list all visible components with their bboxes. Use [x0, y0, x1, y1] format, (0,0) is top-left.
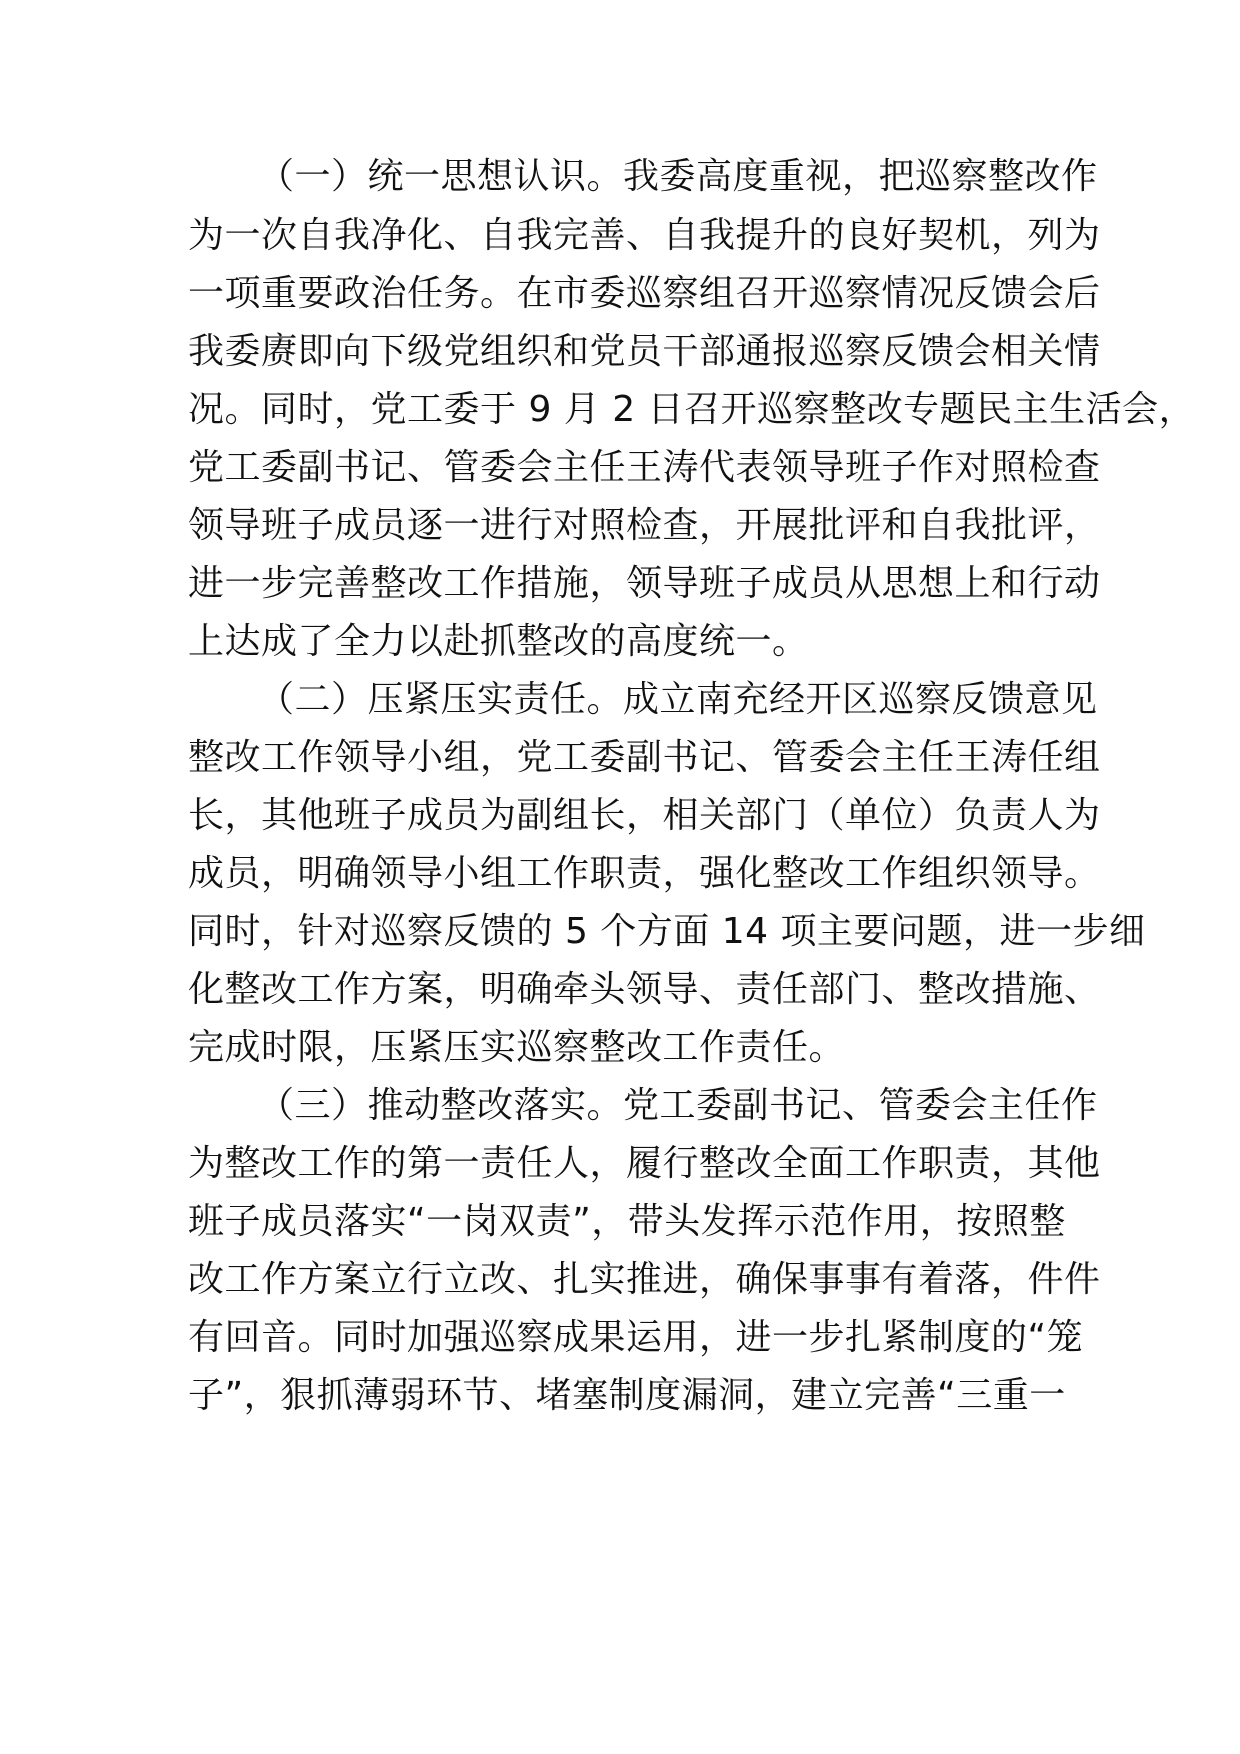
paragraph-3-line-4: 改工作方案立行立改、扎实推进，确保事事有着落，件件 — [188, 1259, 1101, 1300]
paragraph-3-line-1: （三）推动整改落实。党工委副书记、管委会主任作 — [258, 1085, 1098, 1126]
paragraph-2-line-3: 长，其他班子成员为副组长，相关部门（单位）负责人为 — [188, 795, 1101, 836]
paragraph-1-line-8: 进一步完善整改工作措施，领导班子成员从思想上和行动 — [188, 563, 1101, 604]
paragraph-3-line-5: 有回音。同时加强巡察成果运用，进一步扎紧制度的“笼 — [188, 1317, 1084, 1358]
paragraph-3-line-6: 子”，狠抓薄弱环节、堵塞制度漏洞，建立完善“三重一 — [188, 1375, 1066, 1416]
paragraph-1-line-2: 为一次自我净化、自我完善、自我提升的良好契机，列为 — [188, 215, 1101, 256]
paragraph-1-line-4: 我委赓即向下级党组织和党员干部通报巡察反馈会相关情 — [188, 331, 1101, 372]
paragraph-1-line-1: （一）统一思想认识。我委高度重视，把巡察整改作 — [258, 156, 1098, 197]
paragraph-2-line-4: 成员，明确领导小组工作职责，强化整改工作组织领导。 — [188, 853, 1101, 894]
paragraph-1-line-7: 领导班子成员逐一进行对照检查，开展批评和自我批评， — [188, 505, 1101, 546]
paragraph-2-line-2: 整改工作领导小组，党工委副书记、管委会主任王涛任组 — [188, 737, 1101, 778]
paragraph-2-line-1: （二）压紧压实责任。成立南充经开区巡察反馈意见 — [258, 679, 1098, 720]
paragraph-1-line-6: 党工委副书记、管委会主任王涛代表领导班子作对照检查 — [188, 447, 1101, 488]
paragraph-2-line-5: 同时，针对巡察反馈的 5 个方面 14 项主要问题，进一步细 — [188, 911, 1146, 952]
paragraph-2-line-6: 化整改工作方案，明确牵头领导、责任部门、整改措施、 — [188, 969, 1101, 1010]
paragraph-1-line-3: 一项重要政治任务。在市委巡察组召开巡察情况反馈会后 — [188, 273, 1101, 314]
paragraph-3-line-3: 班子成员落实“一岗双责”，带头发挥示范作用，按照整 — [188, 1201, 1066, 1242]
paragraph-1-line-5: 况。同时，党工委于 9 月 2 日召开巡察整改专题民主生活会， — [188, 389, 1196, 430]
paragraph-2-line-7: 完成时限，压紧压实巡察整改工作责任。 — [188, 1027, 846, 1068]
paragraph-3-line-2: 为整改工作的第一责任人，履行整改全面工作职责，其他 — [188, 1143, 1101, 1184]
paragraph-1-line-9: 上达成了全力以赴抓整改的高度统一。 — [188, 621, 809, 662]
